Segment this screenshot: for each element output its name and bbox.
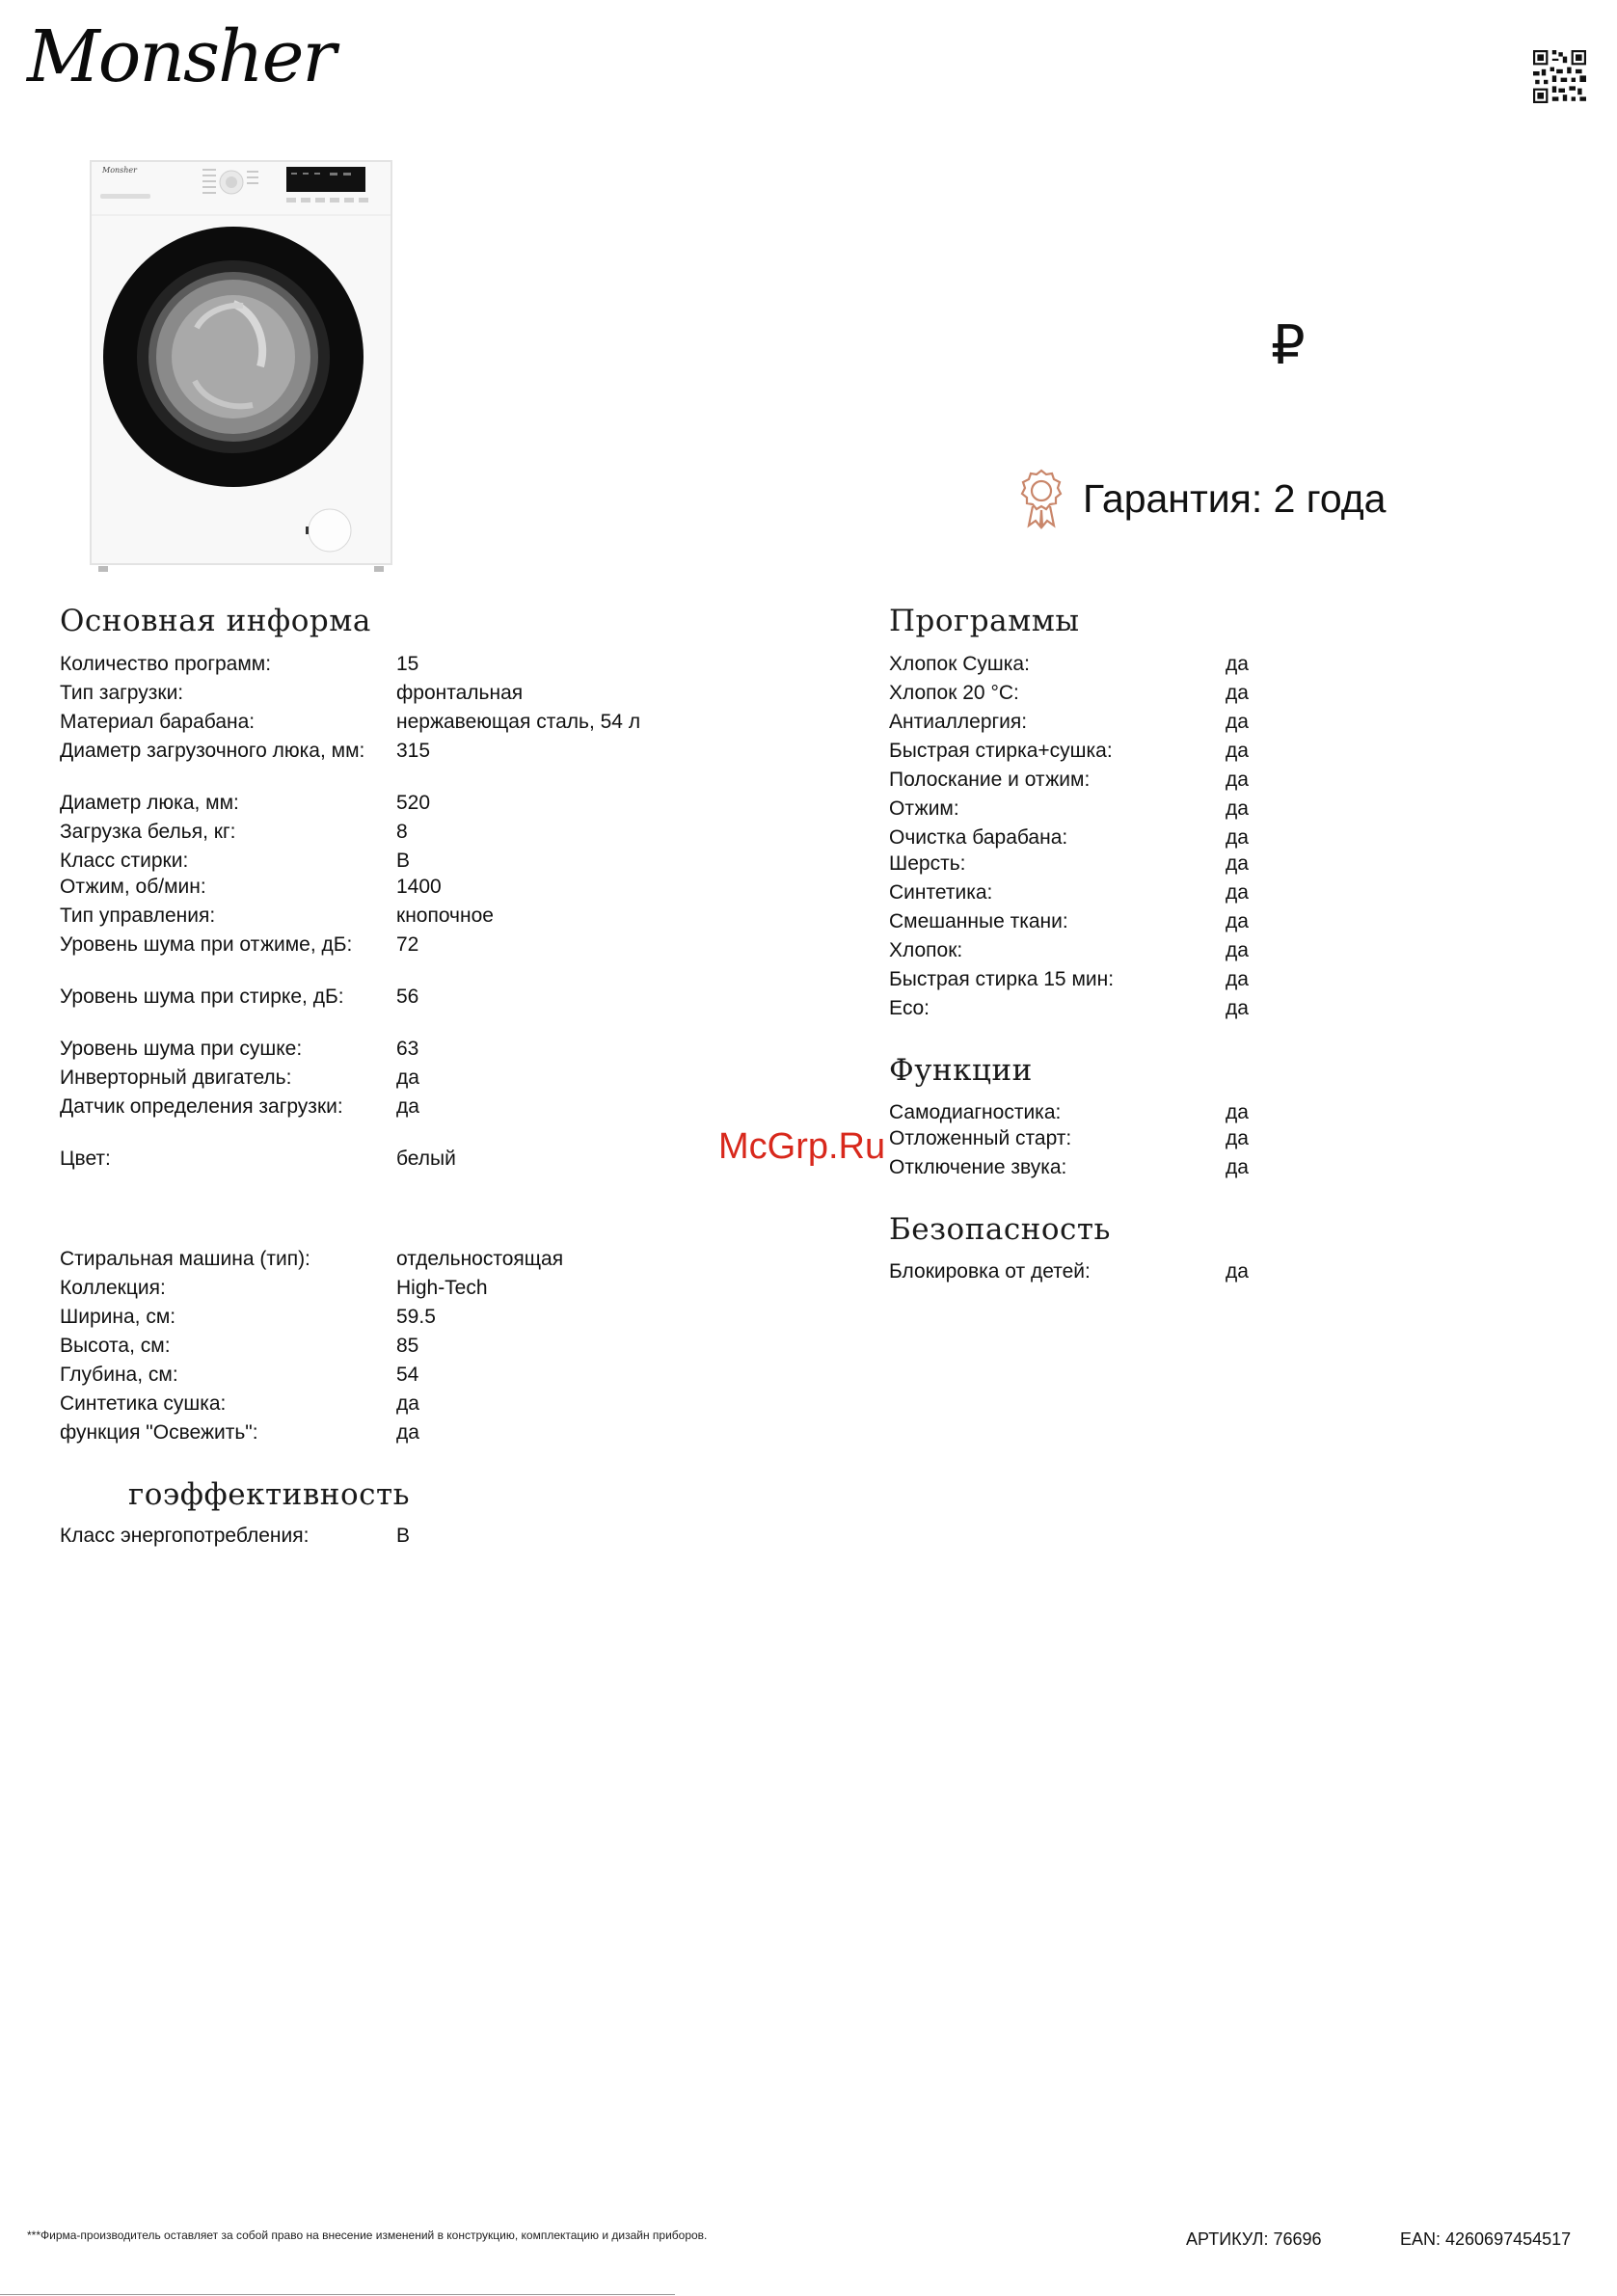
spec-label: Отжим:: [889, 797, 959, 820]
spec-label: Уровень шума при сушке:: [60, 1038, 303, 1060]
spec-value: High-Tech: [396, 1277, 488, 1299]
spec-label: Класс энергопотребления:: [60, 1525, 310, 1547]
spec-value: B: [396, 1525, 411, 1547]
spec-value: 54: [396, 1364, 419, 1386]
spec-label: Блокировка от детей:: [889, 1260, 1091, 1283]
qr-code-icon: [1533, 50, 1586, 103]
spec-value: да: [1226, 826, 1249, 849]
spec-value: да: [1226, 939, 1249, 961]
spec-value: да: [1226, 769, 1249, 791]
spec-value: нержавеющая сталь, 54 л: [396, 711, 641, 733]
spec-label: функция "Освежить":: [60, 1421, 258, 1444]
spec-label: Антиаллергия:: [889, 711, 1028, 733]
spec-label: Шерсть:: [889, 852, 966, 875]
spec-value: 520: [396, 792, 431, 814]
spec-label: Инверторный двигатель:: [60, 1067, 292, 1089]
section-title-main: Основная информа: [60, 604, 371, 638]
spec-label: Отключение звука:: [889, 1156, 1067, 1178]
spec-label: Быстрая стирка 15 мин:: [889, 968, 1115, 990]
spec-label: Глубина, см:: [60, 1364, 178, 1386]
section-title-functions: Функции: [889, 1053, 1033, 1088]
spec-value: да: [1226, 797, 1249, 820]
spec-label: Диаметр люка, мм:: [60, 792, 239, 814]
spec-label: Коллекция:: [60, 1277, 166, 1299]
warranty-block: [1017, 468, 1387, 529]
article-number: АРТИКУЛ: 76696: [1186, 2229, 1322, 2249]
spec-label: Ширина, см:: [60, 1306, 176, 1328]
section-title-energy: гоэффективность: [128, 1477, 410, 1512]
spec-value: B: [396, 850, 411, 872]
spec-value: да: [1226, 653, 1249, 675]
spec-label: Загрузка белья, кг:: [60, 821, 236, 843]
spec-label: Количество программ:: [60, 653, 272, 675]
spec-label: Стиральная машина (тип):: [60, 1248, 310, 1270]
spec-value: 85: [396, 1335, 419, 1357]
brand-logo: Monsher: [27, 15, 335, 98]
section-title-safety: Безопасность: [889, 1212, 1111, 1247]
warranty-text: Гарантия: 2 года: [1083, 475, 1387, 521]
spec-value: 15: [396, 653, 419, 675]
spec-label: Хлопок 20 °C:: [889, 682, 1019, 704]
spec-label: Хлопок:: [889, 939, 963, 961]
spec-label: Смешанные ткани:: [889, 910, 1068, 932]
footer-note: ***Фирма-производитель оставляет за собой право на внесение изменений в конструкцию, комплектацию и дизайн приборов.: [27, 2228, 708, 2242]
svg-text:Monsher: Monsher: [102, 166, 137, 175]
spec-label: Синтетика сушка:: [60, 1392, 227, 1415]
spec-value: фронтальная: [396, 682, 524, 704]
spec-value: да: [1226, 682, 1249, 704]
spec-label: Тип управления:: [60, 905, 216, 927]
spec-value: да: [1226, 711, 1249, 733]
spec-value: да: [1226, 881, 1249, 904]
spec-label: Тип загрузки:: [60, 682, 184, 704]
spec-value: да: [1226, 997, 1249, 1019]
watermark-text: McGrp.Ru: [718, 1126, 886, 1167]
spec-value: да: [1226, 968, 1249, 990]
spec-value: да: [396, 1095, 419, 1118]
ean-code: EAN: 4260697454517: [1400, 2229, 1572, 2249]
spec-value: да: [1226, 1101, 1249, 1123]
spec-label: Очистка барабана:: [889, 826, 1068, 849]
spec-label: Синтетика:: [889, 881, 993, 904]
spec-label: Самодиагностика:: [889, 1101, 1062, 1123]
spec-label: Eco:: [889, 997, 930, 1019]
spec-value: да: [396, 1392, 419, 1415]
spec-value: да: [1226, 910, 1249, 932]
spec-value: отдельностоящая: [396, 1248, 564, 1270]
spec-value: 315: [396, 740, 431, 762]
price-currency: ₽: [1271, 314, 1306, 375]
spec-value: да: [1226, 740, 1249, 762]
spec-value: да: [1226, 1127, 1249, 1149]
spec-label: Датчик определения загрузки:: [60, 1095, 343, 1118]
spec-label: Уровень шума при стирке, дБ:: [60, 986, 344, 1008]
spec-label: Отжим, об/мин:: [60, 876, 206, 898]
spec-value: 59.5: [396, 1306, 436, 1328]
award-badge-icon: [1017, 468, 1065, 529]
spec-value: да: [1226, 1260, 1249, 1283]
spec-value: 63: [396, 1038, 419, 1060]
spec-label: Высота, см:: [60, 1335, 171, 1357]
spec-value: 8: [396, 821, 408, 843]
spec-value: да: [396, 1067, 419, 1089]
spec-value: 56: [396, 986, 419, 1008]
spec-label: Класс стирки:: [60, 850, 189, 872]
spec-label: Диаметр загрузочного люка, мм:: [60, 740, 365, 762]
spec-value: да: [1226, 852, 1249, 875]
spec-label: Быстрая стирка+сушка:: [889, 740, 1113, 762]
spec-value: да: [396, 1421, 419, 1444]
spec-label: Цвет:: [60, 1148, 111, 1170]
spec-label: Полоскание и отжим:: [889, 769, 1091, 791]
section-title-programs: Программы: [889, 604, 1080, 638]
spec-label: Уровень шума при отжиме, дБ:: [60, 933, 353, 956]
spec-value: да: [1226, 1156, 1249, 1178]
spec-value: белый: [396, 1148, 456, 1170]
spec-value: 1400: [396, 876, 442, 898]
bottom-divider: [0, 2294, 675, 2295]
washing-machine-image: [89, 159, 393, 574]
spec-value: 72: [396, 933, 419, 956]
spec-label: Отложенный старт:: [889, 1127, 1072, 1149]
spec-label: Хлопок Сушка:: [889, 653, 1030, 675]
spec-value: кнопочное: [396, 905, 494, 927]
spec-label: Материал барабана:: [60, 711, 256, 733]
